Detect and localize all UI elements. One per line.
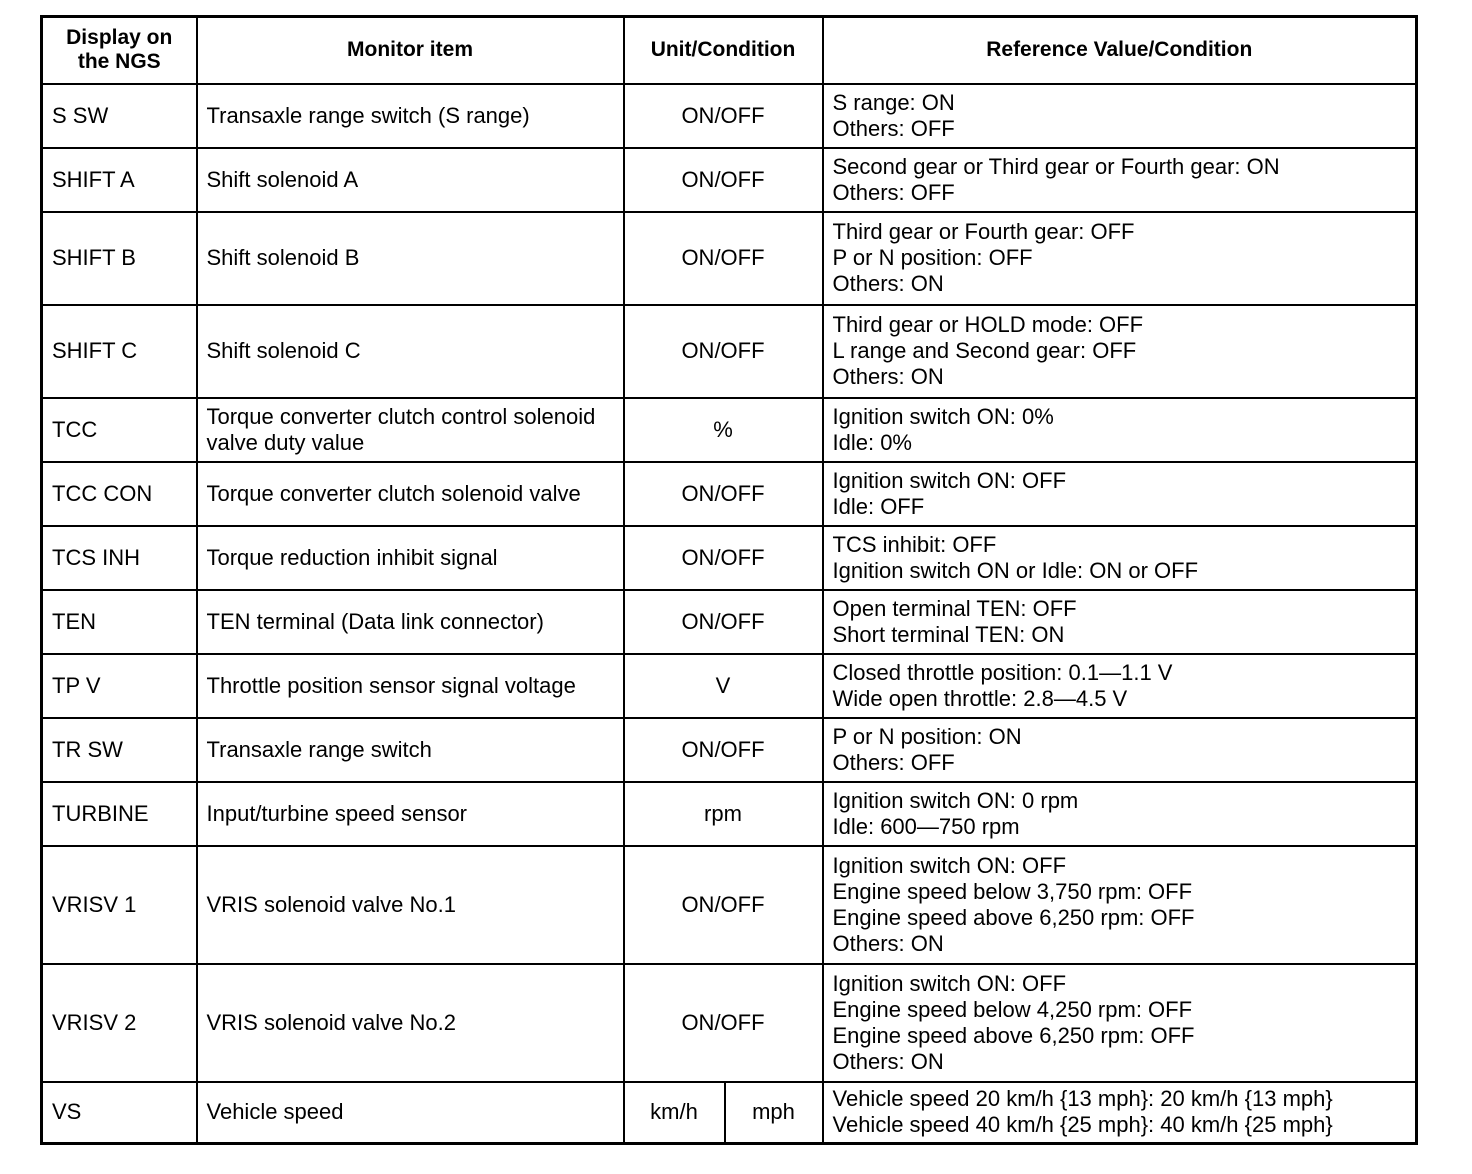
display-cell: SHIFT C — [42, 305, 197, 398]
monitor-cell: Vehicle speed — [197, 1082, 624, 1144]
unit-cell-mph: mph — [725, 1082, 823, 1144]
unit-cell: ON/OFF — [624, 846, 823, 964]
display-cell: VRISV 2 — [42, 964, 197, 1082]
table-row — [42, 654, 1417, 718]
display-cell: SHIFT A — [42, 148, 197, 212]
monitor-cell: Torque reduction inhibit signal — [197, 526, 624, 590]
reference-cell: Closed throttle position: 0.1—1.1 V Wide open throttle: 2.8—4.5 V — [823, 654, 1417, 718]
reference-cell: S range: ON Others: OFF — [823, 84, 1417, 148]
reference-cell: Ignition switch ON: OFF Idle: OFF — [823, 462, 1417, 526]
reference-cell: Ignition switch ON: OFF Engine speed below 3,750 rpm: OFF Engine speed above 6,250 rpm: OFF Others: ON — [823, 846, 1417, 964]
table-row — [42, 590, 1417, 654]
reference-cell: P or N position: ON Others: OFF — [823, 718, 1417, 782]
unit-cell: V — [624, 654, 823, 718]
reference-cell: Open terminal TEN: OFF Short terminal TEN: ON — [823, 590, 1417, 654]
unit-cell: ON/OFF — [624, 718, 823, 782]
header-reference-value: Reference Value/Condition — [823, 17, 1417, 84]
display-cell: VS — [42, 1082, 197, 1144]
monitor-cell: Transaxle range switch — [197, 718, 624, 782]
monitor-cell: VRIS solenoid valve No.1 — [197, 846, 624, 964]
monitor-cell: Shift solenoid A — [197, 148, 624, 212]
reference-cell: Vehicle speed 20 km/h {13 mph}: 20 km/h {13 mph} Vehicle speed 40 km/h {25 mph}: 40 km/h {25 mph} — [823, 1082, 1417, 1144]
display-cell: TCC — [42, 398, 197, 462]
table-row — [42, 305, 1417, 398]
monitor-cell: TEN terminal (Data link connector) — [197, 590, 624, 654]
monitor-cell: Torque converter clutch control solenoid valve duty value — [197, 398, 624, 462]
display-cell: TCS INH — [42, 526, 197, 590]
monitor-cell: Throttle position sensor signal voltage — [197, 654, 624, 718]
unit-cell: ON/OFF — [624, 964, 823, 1082]
reference-cell: TCS inhibit: OFF Ignition switch ON or Idle: ON or OFF — [823, 526, 1417, 590]
unit-cell: % — [624, 398, 823, 462]
table-row — [42, 718, 1417, 782]
monitor-cell: Shift solenoid B — [197, 212, 624, 305]
table-row — [42, 1082, 1417, 1144]
display-cell: S SW — [42, 84, 197, 148]
table-row — [42, 84, 1417, 148]
table-row — [42, 462, 1417, 526]
reference-cell: Ignition switch ON: OFF Engine speed below 4,250 rpm: OFF Engine speed above 6,250 rpm: OFF Others: ON — [823, 964, 1417, 1082]
display-cell: TP V — [42, 654, 197, 718]
display-cell: VRISV 1 — [42, 846, 197, 964]
unit-cell: ON/OFF — [624, 590, 823, 654]
reference-cell: Second gear or Third gear or Fourth gear: ON Others: OFF — [823, 148, 1417, 212]
unit-cell: ON/OFF — [624, 212, 823, 305]
table-row — [42, 526, 1417, 590]
unit-cell-kmh: km/h — [624, 1082, 725, 1144]
monitor-cell: Input/turbine speed sensor — [197, 782, 624, 846]
display-cell: TR SW — [42, 718, 197, 782]
display-cell: SHIFT B — [42, 212, 197, 305]
table-row — [42, 846, 1417, 964]
reference-cell: Third gear or Fourth gear: OFF P or N position: OFF Others: ON — [823, 212, 1417, 305]
unit-cell: rpm — [624, 782, 823, 846]
unit-cell: ON/OFF — [624, 148, 823, 212]
unit-cell: ON/OFF — [624, 305, 823, 398]
unit-cell: ON/OFF — [624, 526, 823, 590]
table-row — [42, 148, 1417, 212]
table-row — [42, 964, 1417, 1082]
monitor-cell: Shift solenoid C — [197, 305, 624, 398]
ngs-monitor-table — [40, 15, 1418, 1145]
monitor-cell: Transaxle range switch (S range) — [197, 84, 624, 148]
table-row — [42, 212, 1417, 305]
unit-cell: ON/OFF — [624, 84, 823, 148]
table-row — [42, 782, 1417, 846]
display-cell: TURBINE — [42, 782, 197, 846]
reference-cell: Ignition switch ON: 0% Idle: 0% — [823, 398, 1417, 462]
header-unit-condition: Unit/Condition — [624, 17, 823, 84]
table-row — [42, 398, 1417, 462]
header-display: Display on the NGS — [42, 17, 197, 84]
monitor-cell: VRIS solenoid valve No.2 — [197, 964, 624, 1082]
unit-cell: ON/OFF — [624, 462, 823, 526]
monitor-cell: Torque converter clutch solenoid valve — [197, 462, 624, 526]
display-cell: TCC CON — [42, 462, 197, 526]
reference-cell: Third gear or HOLD mode: OFF L range and Second gear: OFF Others: ON — [823, 305, 1417, 398]
reference-cell: Ignition switch ON: 0 rpm Idle: 600—750 rpm — [823, 782, 1417, 846]
display-cell: TEN — [42, 590, 197, 654]
header-monitor-item: Monitor item — [197, 17, 624, 84]
table-header-row — [42, 17, 1417, 84]
